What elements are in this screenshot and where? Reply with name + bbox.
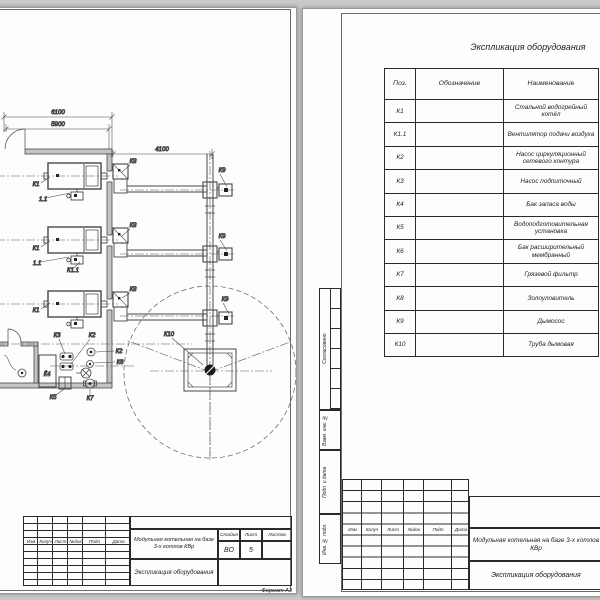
equipment-position-label: К9 <box>221 297 229 303</box>
equipment-position-label: 1.1 <box>38 197 48 203</box>
equipment-position-label: К1 <box>32 308 40 314</box>
table-header-row <box>385 69 598 99</box>
dimension-text: 4100 <box>155 146 169 153</box>
sidebar-stamp-box <box>319 288 341 410</box>
stamp-column <box>53 517 68 585</box>
project-name-cell: Модульная котельная на базе 3-х котлов КВр <box>469 528 600 561</box>
cell-name: Золоуловитель <box>503 287 598 309</box>
table-row <box>385 146 598 169</box>
cell-name: Бак запаса воды <box>503 194 598 216</box>
stamp-column-label: Колуч <box>39 539 52 544</box>
cell-position: К1.1 <box>393 130 407 138</box>
equipment-position-label: К7 <box>86 396 94 402</box>
stamp-column-label: №док <box>69 539 82 544</box>
equipment-position-label: К5 <box>49 395 57 401</box>
stamp-column-label: Дата <box>112 539 125 544</box>
stamp-column-label: Колуч <box>365 527 379 533</box>
equipment-position-label: К3 <box>53 333 61 339</box>
equipment-position-label: К1.1 <box>67 268 79 274</box>
stamp-column-label: Подп <box>432 527 444 533</box>
equipment-position-label: 1.1 <box>32 261 42 267</box>
cell-name: Насос циркуляционный сетевого контура <box>503 147 598 169</box>
cell-position: К8 <box>396 294 404 302</box>
sidebar-stamp-label: Подп. и дата <box>322 466 328 498</box>
stage-value: ВО <box>218 541 240 559</box>
project-name-cell: Модульная котельная на базе 3-х котлов КВр <box>130 529 218 559</box>
equipment-position-label: К9 <box>218 234 226 240</box>
stamp-column <box>24 517 38 585</box>
dimension-text: 5900 <box>51 121 65 128</box>
table-row <box>385 286 598 309</box>
table-row <box>385 263 598 286</box>
title-block-top-strip <box>130 516 292 529</box>
cell-position: К7 <box>396 271 404 279</box>
table-row <box>385 333 598 356</box>
cell-designation <box>415 264 503 286</box>
drawing-sheet-plan <box>0 7 297 594</box>
equipment-position-label: К8 <box>129 287 137 293</box>
equipment-position-label: К9 <box>218 168 226 174</box>
sidebar-stamp-label: Согласовано <box>322 333 328 365</box>
cell-designation <box>415 311 503 333</box>
title-block-right <box>342 479 600 590</box>
stamp-column-label: Изм <box>348 527 357 533</box>
cell-designation <box>415 147 503 169</box>
col-header-name: Наименование <box>503 69 598 99</box>
boiler-flue-row <box>44 163 232 200</box>
cell-designation <box>415 287 503 309</box>
cell-designation <box>415 240 503 262</box>
sheets-label: Листов <box>262 529 292 541</box>
equipment-position-label: К1 <box>32 246 40 252</box>
cell-name: Грязевой фильтр <box>503 264 598 286</box>
boiler-flue-row <box>44 227 232 264</box>
col-header-designation: Обозначение <box>415 69 503 99</box>
equipment-position-label: К8 <box>129 223 137 229</box>
stamp-column-label: Дата <box>454 527 468 533</box>
equipment-position-label: К1 <box>32 182 40 188</box>
document-name-cell: Экспликация оборудования <box>469 561 600 590</box>
cell-name: Бак расширительный мембранный <box>503 240 598 262</box>
equipment-position-label: К6 <box>116 360 124 366</box>
stamp-column-label: Изм <box>26 539 36 544</box>
revision-grid <box>342 479 469 590</box>
sidebar-stamp-label: Инв. № подл. <box>322 523 328 555</box>
equipment-position-label: К8 <box>129 159 137 165</box>
cell-designation <box>415 100 503 122</box>
stamp-column-label: Подп <box>89 539 100 544</box>
equipment-position-label: К4 <box>43 372 51 378</box>
cell-designation <box>415 334 503 356</box>
equipment-position-label: К10 <box>163 332 175 338</box>
signature-area <box>218 559 292 586</box>
cell-position: К6 <box>396 247 404 255</box>
revision-grid <box>23 516 130 586</box>
cell-name: Труба дымовая <box>503 334 598 356</box>
stamp-column <box>83 517 106 585</box>
boiler-flue-row <box>44 291 232 328</box>
cell-position: К4 <box>396 201 404 209</box>
stamp-column <box>38 517 53 585</box>
sidebar-stamp-box <box>319 514 341 564</box>
cell-designation <box>415 123 503 145</box>
format-label: Формат А3 <box>261 588 292 594</box>
sidebar-stamp-box <box>319 410 341 450</box>
stamp-column <box>68 517 83 585</box>
cell-name: Вентилятор подачи воздуха <box>503 123 598 145</box>
equipment-position-label: К2 <box>115 349 123 355</box>
approval-rows <box>330 289 340 409</box>
sheet-number-value: 5 <box>240 541 262 559</box>
table-row <box>385 310 598 333</box>
table-row <box>385 216 598 239</box>
stamp-column-label: Лист <box>387 527 399 533</box>
table-row <box>385 122 598 145</box>
specification-sheet <box>302 8 600 597</box>
stamp-column <box>106 517 131 585</box>
cell-designation <box>415 170 503 192</box>
document-name-cell: Экспликация оборудования <box>130 559 218 586</box>
cell-position: К9 <box>396 318 404 326</box>
sheet-label: Лист <box>240 529 262 541</box>
stamp-column-label: Лист <box>54 539 67 544</box>
table-row <box>385 239 598 262</box>
cell-position: К1 <box>396 107 404 115</box>
sidebar-stamp-label: Взам. инв. № <box>322 414 328 446</box>
table-row <box>385 193 598 216</box>
plan-drawing <box>0 8 296 593</box>
sheets-total-value <box>262 541 292 559</box>
col-header-pos: Поз. <box>393 80 407 88</box>
cell-position: К3 <box>396 177 404 185</box>
cell-designation <box>415 217 503 239</box>
cell-name: Водоподготовительная установка <box>503 217 598 239</box>
table-title: Экспликация оборудования <box>470 42 586 52</box>
table-row <box>385 169 598 192</box>
dimension-text: 6100 <box>51 109 65 116</box>
cell-name: Насос подпиточный <box>503 170 598 192</box>
title-block-top-strip <box>469 496 600 528</box>
equipment-table <box>384 68 599 357</box>
table-row <box>385 99 598 122</box>
stamp-column-label: №док <box>407 527 421 533</box>
equipment-position-label: К2 <box>88 333 96 339</box>
title-block-left <box>23 516 292 586</box>
cell-position: К2 <box>396 154 404 162</box>
cell-designation <box>415 194 503 216</box>
cell-name: Дымосос <box>503 311 598 333</box>
cell-name: Стальной водогрейный котёл <box>503 100 598 122</box>
stage-label: Стадия <box>218 529 240 541</box>
cell-position: К5 <box>396 224 404 232</box>
cell-position: К10 <box>394 341 406 349</box>
sidebar-stamp-box <box>319 450 341 514</box>
